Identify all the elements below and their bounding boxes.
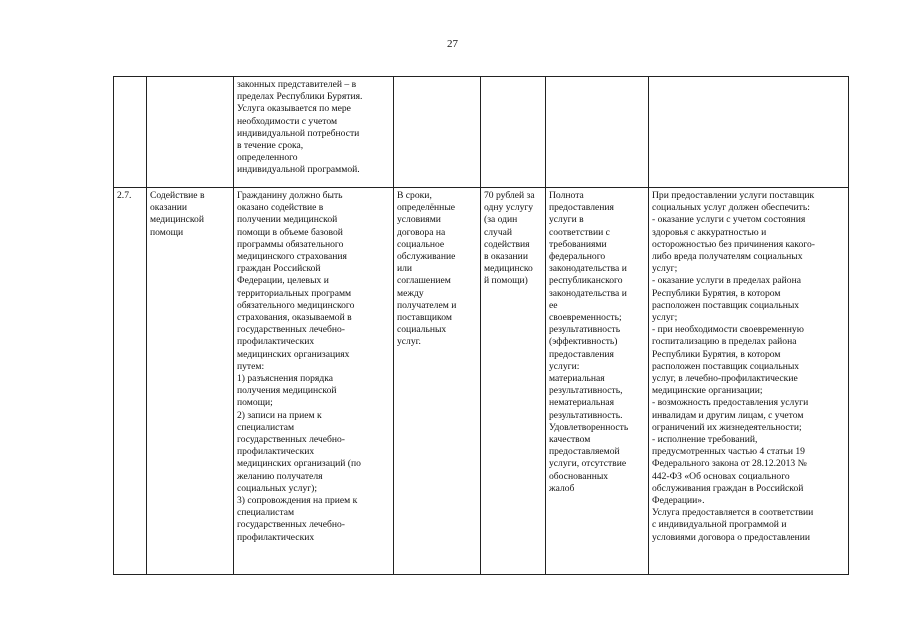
cell-number: 2.7. bbox=[114, 188, 147, 575]
cell-quality-indicators: Полнота предоставления услуги в соответствии с требованиями федерального законодательства и республиканского законодательства и ее своевременность; результативность (эффективность) предоставления услуги: материальная результативность, нематериальная результативность. Удовлетворенность качеством предоставляемой услуги, отсутствие обоснованных жалоб bbox=[546, 188, 649, 575]
cell-description: законных представителей – в пределах Республики Бурятия. Услуга оказывается по мере необходимости с учетом индивидуальной потребности в течение срока, определенного индивидуальной программой. bbox=[234, 77, 394, 188]
cell-conditions bbox=[649, 77, 849, 188]
cell-service-name bbox=[147, 77, 234, 188]
cell-description: Гражданину должно быть оказано содействие в получении медицинской помощи в объеме базовой программы обязательного медицинского страхования граждан Российской Федерации, целевых и территориальных программ обязательного медицинского страхования, оказываемой в государственных лечебно- профилактических медицинских организациях путем: 1) разъяснения порядка получения медицинской помощи; 2) записи на прием к специалистам государственных лечебно- профилактических медицинских организаций (по желанию получателя социальных услуг); 3) сопровождения на прием к специалистам государственных лечебно- профилактических bbox=[234, 188, 394, 575]
cell-price: 70 рублей за одну услугу (за один случай содействия в оказании медицинско й помощи) bbox=[481, 188, 546, 575]
cell-terms bbox=[394, 77, 481, 188]
table-row bbox=[114, 188, 849, 575]
cell-service-name: Содействие в оказании медицинской помощи bbox=[147, 188, 234, 575]
cell-conditions: При предоставлении услуги поставщик социальных услуг должен обеспечить: - оказание услуги с учетом состояния здоровья с аккуратностью и осторожностью без причинения какого- либо вреда получателям социальных услуг; - оказание услуги в пределах района Республики Бурятия, в котором расположен поставщик социальных услуг; - при необходимости своевременную госпитализацию в пределах района Республики Бурятия, в котором расположен поставщик социальных услуг, в лечебно-профилактические медицинские организации; - возможность предоставления услуги инвалидам и другим лицам, с учетом ограничений их жизнедеятельности; - исполнение требований, предусмотренных частью 4 статьи 19 Федерального закона от 28.12.2013 № 442-ФЗ «Об основах социального обслуживания граждан в Российской Федерации». Услуга предоставляется в соответствии с индивидуальной программой и условиями договора о предоставлении bbox=[649, 188, 849, 575]
page-number: 27 bbox=[447, 38, 458, 50]
cell-price bbox=[481, 77, 546, 188]
cell-number bbox=[114, 77, 147, 188]
services-table bbox=[113, 76, 849, 575]
table-row bbox=[114, 77, 849, 188]
cell-terms: В сроки, определённые условиями договора на социальное обслуживание или соглашением между получателем и поставщиком социальных услуг. bbox=[394, 188, 481, 575]
cell-quality-indicators bbox=[546, 77, 649, 188]
